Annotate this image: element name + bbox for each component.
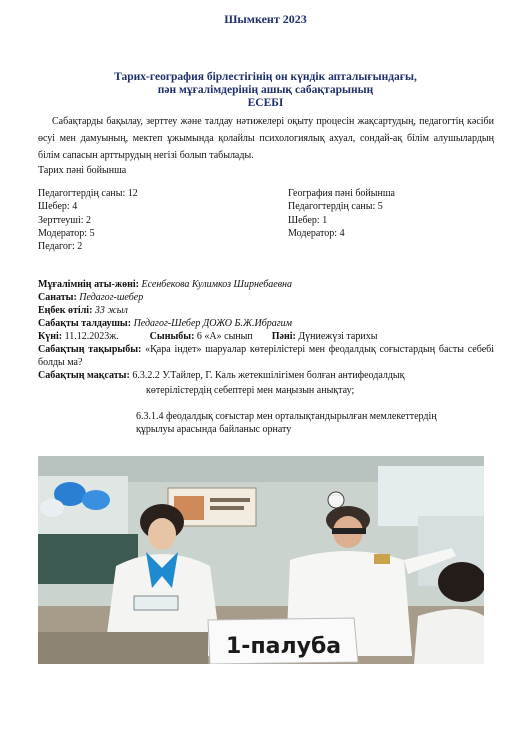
category-label: Санаты: bbox=[38, 292, 77, 303]
desk-sign-text: 1-палуба bbox=[226, 634, 342, 659]
subject-value: Дүниежүзі тарихы bbox=[298, 331, 378, 342]
date-value: 11.12.2023ж. bbox=[64, 331, 119, 342]
goal-line-3: 6.3.1.4 феодалдық соғыстар мен орталықтандырылған мемлекеттердің құрылуы арасында байланыс орнату bbox=[136, 411, 437, 435]
report-title-line1: Тарих-география бірлестігінің он күндік апталығындағы, bbox=[114, 71, 417, 83]
geography-stats bbox=[288, 187, 395, 240]
class-value: 6 «А» сынып bbox=[196, 331, 253, 342]
report-title-line2: пән мұғалімдерінің ашық сабақтарының bbox=[157, 84, 374, 96]
category-value: Педагог-шебер bbox=[79, 292, 144, 303]
topic-label: Сабақтың тақырыбы: bbox=[38, 344, 142, 355]
experience-row bbox=[38, 304, 494, 317]
history-stat-line: Шебер: 4 bbox=[38, 201, 78, 213]
history-stats bbox=[38, 187, 138, 253]
date-label: Күні: bbox=[38, 331, 63, 342]
date-class-subject-row bbox=[38, 330, 494, 343]
history-stat-line: Модератор: 5 bbox=[38, 227, 95, 239]
history-stat-line: Педагогтердің саны: 12 bbox=[38, 188, 138, 199]
geography-stat-line: Модератор: 4 bbox=[288, 227, 345, 239]
goal-label: Сабақтың мақсаты: bbox=[38, 370, 130, 381]
analyst-label: Сабақты талдаушы: bbox=[38, 318, 132, 329]
topic-value: «Қара індет» шаруалар көтерілістері мен феодалдық соғыстардың басты себебі болды ма? bbox=[38, 344, 494, 368]
analyst-row bbox=[38, 317, 494, 330]
experience-label: Еңбек өтілі: bbox=[38, 305, 93, 316]
goal-value: 6.3.2.2 У.Тайлер, Г. Каль жетекшілігімен болған антифеодалдық bbox=[132, 370, 405, 381]
goal-line-2: көтерілістердің себептері мен маңызын анықтау; bbox=[146, 385, 355, 396]
report-title-line3: ЕСЕБІ bbox=[247, 97, 284, 109]
history-heading: Тарих пәні бойынша bbox=[38, 165, 127, 176]
teacher-row bbox=[38, 278, 494, 291]
analyst-value: Педагог-Шебер ДОЖО Б.Ж.Ибрагим bbox=[133, 318, 293, 329]
teacher-value: Есенбекова Кулимкоз Ширнебаевна bbox=[141, 279, 292, 290]
class-label: Сыныбы: bbox=[149, 331, 195, 342]
experience-value: 33 жыл bbox=[94, 305, 128, 316]
city-year: Шымкент 2023 bbox=[224, 12, 307, 26]
classroom-photo-illustration bbox=[38, 456, 484, 664]
category-row bbox=[38, 291, 494, 304]
history-stat-line: Зерттеуші: 2 bbox=[38, 214, 92, 226]
goal-row bbox=[38, 369, 494, 382]
geography-stat-line: География пәні бойынша bbox=[288, 188, 395, 199]
geography-stat-line: Шебер: 1 bbox=[288, 214, 328, 226]
geography-stat-line: Педагогтердің саны: 5 bbox=[288, 201, 383, 213]
teacher-label: Мұғалімнің аты-жөні: bbox=[38, 279, 139, 290]
classroom-photo bbox=[38, 456, 484, 664]
subject-label: Пәні: bbox=[271, 331, 296, 342]
history-stat-line: Педагог: 2 bbox=[38, 241, 83, 253]
intro-paragraph: Сабақтарды бақылау, зерттеу және талдау нәтижелері оқыту процесін жақсартудың, педагогтің кәсіби өсуі мен дамуының, мектеп ұжымында қолайлы психологиялық ахуал, сондай-ақ білім алушылардың білім сапасын арттырудың негізі болып табылады. bbox=[38, 116, 494, 161]
topic-row bbox=[38, 343, 494, 369]
